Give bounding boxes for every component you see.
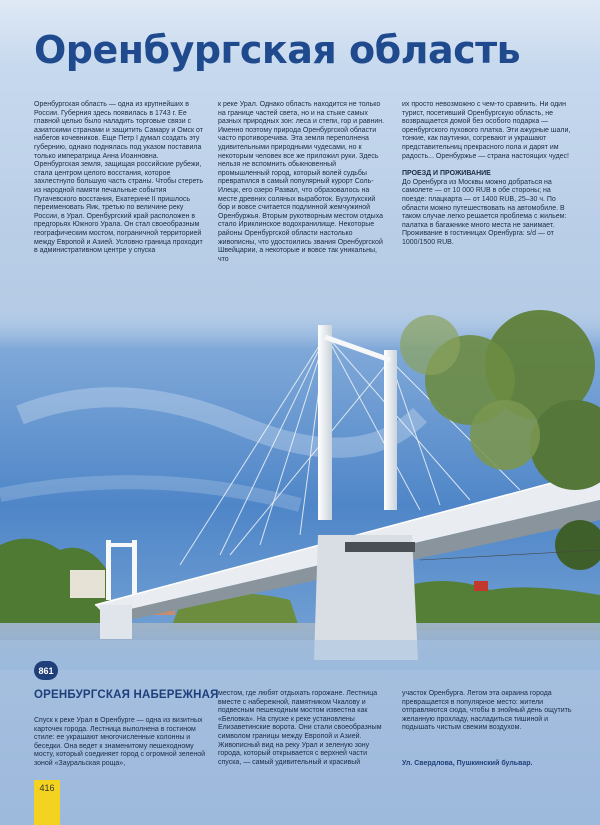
section-column-1 [34,717,206,769]
intro-paragraph-3: их просто невозможно с чем-то сравнить. Ни один турист, посетивший Оренбургскую область, не возвращается домой без особого подарка — оренбургского пухового платка. Эти ажурные шали, тонкие, как паутинки, согревают и украшают представительниц прекрасного пола и дарят им радость... Оренбуржье — страна настоящих чудес! [402,101,571,160]
section-paragraph-3: участок Оренбурга. Летом эта окраина города превращается в популярное место: жители отправляются сюда, чтобы в знойный день ощутить желанную прохладу, насладиться тишиной и подышать чистым свежим воздухом. [402,690,572,732]
bridge-photo [0,305,600,670]
section-paragraph-2: местом, где любят отдыхать горожане. Лестница вместе с набережной, памятником Чкалову и подвесным пешеходным мостом известна как «Беловка». На спуске к реке установлены Елизаветинские ворота. Они стали своеобразным символом границы между Европой и Азией. Живописный вид на реку Урал и зеленую зону города, который открывается с верхней части спуска, — самый удивительный и красивый [218,690,382,766]
section-column-2 [218,690,390,767]
page-title: Оренбургская область [34,28,521,72]
page-number: 416 [34,780,60,796]
text-column-1 [34,101,204,256]
section-number-badge: 861 [34,661,58,680]
section-column-3 [402,690,574,733]
section-address: Ул. Свердлова, Пушкинский бульвар. [402,760,533,767]
text-column-2 [218,101,388,264]
section-title: ОРЕНБУРГСКАЯ НАБЕРЕЖНАЯ [34,689,219,701]
travel-text: До Оренбурга из Москвы можно добраться на самолете — от 10 000 RUB в обе стороны; на поезде: плацкарта — от 1400 RUB, 25–30 ч. По области можно путешествовать на автомобиле. В таком случае легко решается проблема с жильем: палатка в багажнике много места не занимает. Проживание в гостиницах Оренбурга: s/d — от 1000/1500 RUB. [402,178,567,246]
intro-paragraph-1: Оренбургская область — одна из крупнейших в России. Губерния здесь появилась в 1743 г. Ее главной целью было наладить торговые связи с азиатскими странами и защитить Самару и Омск от набегов кочевников. Еще Петр I думал создать эту губернию, однако поднялась под указом поставила только императрица Анна Иоанновна. Оренбургская земля, защищая российские рубежи, стала центром целого восстания, которое захлестнуло большую часть страны. Чтобы стереть из народной памяти печальные события Пугачевского восстания, Екатерине II пришлось переименовать Яик, третью по величине реку России, в Урал. Оренбургский край расположен в предгорьях Южного Урала. Он стал своеобразным географическим мостом, пограничной территорией между Европой и Азией. Условно граница проходит в административном центре у спуска [34,101,204,255]
text-column-3 [402,101,576,248]
travel-heading: ПРОЕЗД И ПРОЖИВАНИЕ [402,170,491,178]
page-number-strip [34,796,60,825]
intro-paragraph-2: к реке Урал. Однако область находится не только на границе частей света, но и на стыке самых разных природных зон: леса и степи, гор и равнин. Именно поэтому природа Оренбургской области часто противоречива. Эта земля переполнена удивительными природными чудесами, но к некоторым человек все же приложил руки. Здесь нельзя не вспомнить обыкновенный промышленный город, который волей судьбы превратился в самый популярный курорт Соль-Илецк, его озеро Развал, что образовалось на месте древних соляных выработок. Бузулукский бор и вовсе считается подлинной жемчужиной Оренбуржья. Вторым рукотворным местом отдыха стало Ириклинское водохранилище. Некоторые районы Оренбургской области настолько живописны, что удостоились звания Оренбургской Швейцарии, а некоторые и вовсе так уникальны, что [218,101,385,263]
section-paragraph-1: Спуск к реке Урал в Оренбурге — одна из визитных карточек города. Лестница выполнена в гостином стиле: ее украшают многочисленные колонны и беседки. Она ведет к знаменитому пешеходному мосту, который соединяет город с огромной зеленой зоной «Зауральская роща», [34,717,206,767]
